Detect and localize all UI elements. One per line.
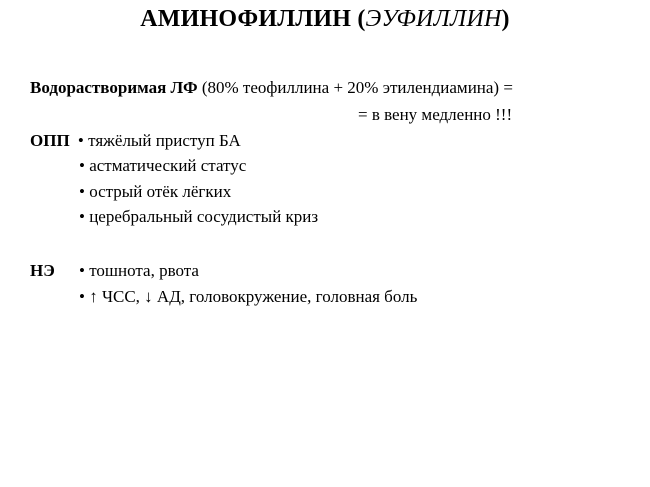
form-composition: (80% теофиллина + 20% этилендиамина) = (201, 78, 513, 97)
form-line (30, 78, 513, 98)
indication-item: • астматический статус (79, 156, 247, 175)
indications-line-1 (30, 131, 241, 151)
indication-item: • острый отёк лёгких (79, 182, 232, 201)
slide-title (0, 6, 650, 33)
indications-label: ОПП (30, 131, 70, 150)
title-open-paren: ( (357, 6, 366, 32)
form-label: Водорастворимая ЛФ (30, 78, 198, 97)
side-effect-item: • ↑ ЧСС, ↓ АД, головокружение, головная боль (79, 287, 418, 306)
side-effect-item: • тошнота, рвота (79, 261, 199, 280)
title-main: АМИНОФИЛЛИН (140, 6, 352, 32)
side-effects-label: НЭ (30, 261, 55, 280)
title-alt: ЭУФИЛЛИН (365, 6, 502, 32)
side-effects-line-1 (30, 261, 199, 281)
form-administration: = в вену медленно !!! (358, 105, 513, 124)
indication-item: • тяжёлый приступ БА (77, 131, 241, 150)
indication-item: • церебральный сосудистый криз (79, 207, 319, 226)
title-close-paren: ) (501, 6, 510, 32)
